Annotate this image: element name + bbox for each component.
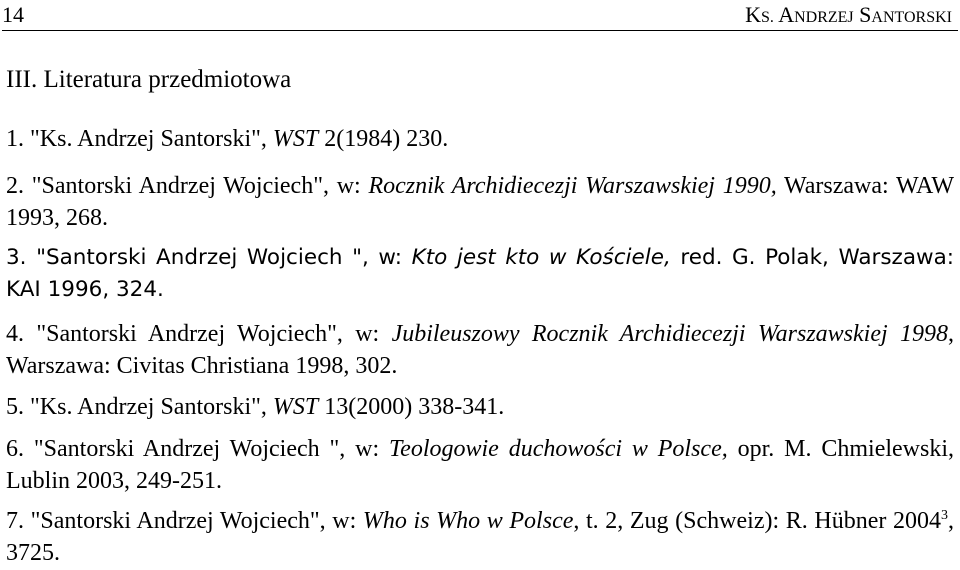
entry-text: "Santorski Andrzej Wojciech ", w: <box>26 245 412 270</box>
page-number: 14 <box>2 2 24 27</box>
entry-text: "Ks. Andrzej Santorski", <box>24 126 273 152</box>
entry-text: "Santorski Andrzej Wojciech", w: <box>24 173 369 199</box>
entry-number: 4. <box>6 321 24 347</box>
bibliography-entry <box>6 170 954 234</box>
entry-title: WST <box>272 126 319 152</box>
entry-details: red. G. Polak, Warszawa: KAI 1996, 324. <box>6 245 955 302</box>
entry-text: "Ks. Andrzej Santorski", <box>24 394 273 420</box>
entry-title: Teologowie duchowości w Polsce, <box>389 436 728 462</box>
entry-details: opr. M. Chmielewski, Lublin 2003, 249-251. <box>6 436 954 494</box>
entry-title: Kto jest kto w Kościele, <box>411 245 671 270</box>
entry-details: , t. 2, Zug (Schweiz): R. Hübner 2004 <box>573 508 941 534</box>
entry-number: 5. <box>6 394 24 420</box>
entry-details: Warszawa: WAW 1993, 268. <box>6 173 955 231</box>
entry-text: "Santorski Andrzej Wojciech", w: <box>24 508 363 534</box>
entry-title: Who is Who w Polsce <box>362 508 574 534</box>
entry-title: Rocznik Archidiecezji Warszawskiej 1990, <box>368 173 777 199</box>
entry-number: 6. <box>6 436 24 462</box>
entry-title: Jubileuszowy Rocznik Archidiecezji Warszawskiej 1998 <box>391 321 948 347</box>
bibliography-entry <box>6 123 954 155</box>
entry-text: "Santorski Andrzej Wojciech ", w: <box>24 436 390 462</box>
section-heading: III. Literatura przedmiotowa <box>6 66 292 93</box>
bibliography-entry <box>6 433 954 497</box>
entry-details: 2(1984) 230. <box>318 126 449 152</box>
bibliography-entry <box>6 505 954 569</box>
entry-number: 2. <box>6 173 24 199</box>
running-title: KS. ANDRZEJ SANTORSKI <box>745 2 952 27</box>
entry-details: , Warszawa: Civitas Christiana 1998, 302. <box>6 321 954 379</box>
entry-details: 13(2000) 338-341. <box>318 394 505 420</box>
entry-title: WST <box>272 394 319 420</box>
entry-pages: , 3725. <box>6 508 954 566</box>
entry-number: 1. <box>6 126 24 152</box>
bibliography-entry <box>6 318 954 382</box>
bibliography-entry <box>6 391 954 423</box>
edition-superscript: 3 <box>940 508 948 523</box>
entry-number: 7. <box>6 508 24 534</box>
entry-number: 3. <box>6 245 27 270</box>
running-header <box>2 0 958 31</box>
entry-text: "Santorski Andrzej Wojciech", w: <box>24 321 392 347</box>
bibliography-entry <box>6 242 954 306</box>
